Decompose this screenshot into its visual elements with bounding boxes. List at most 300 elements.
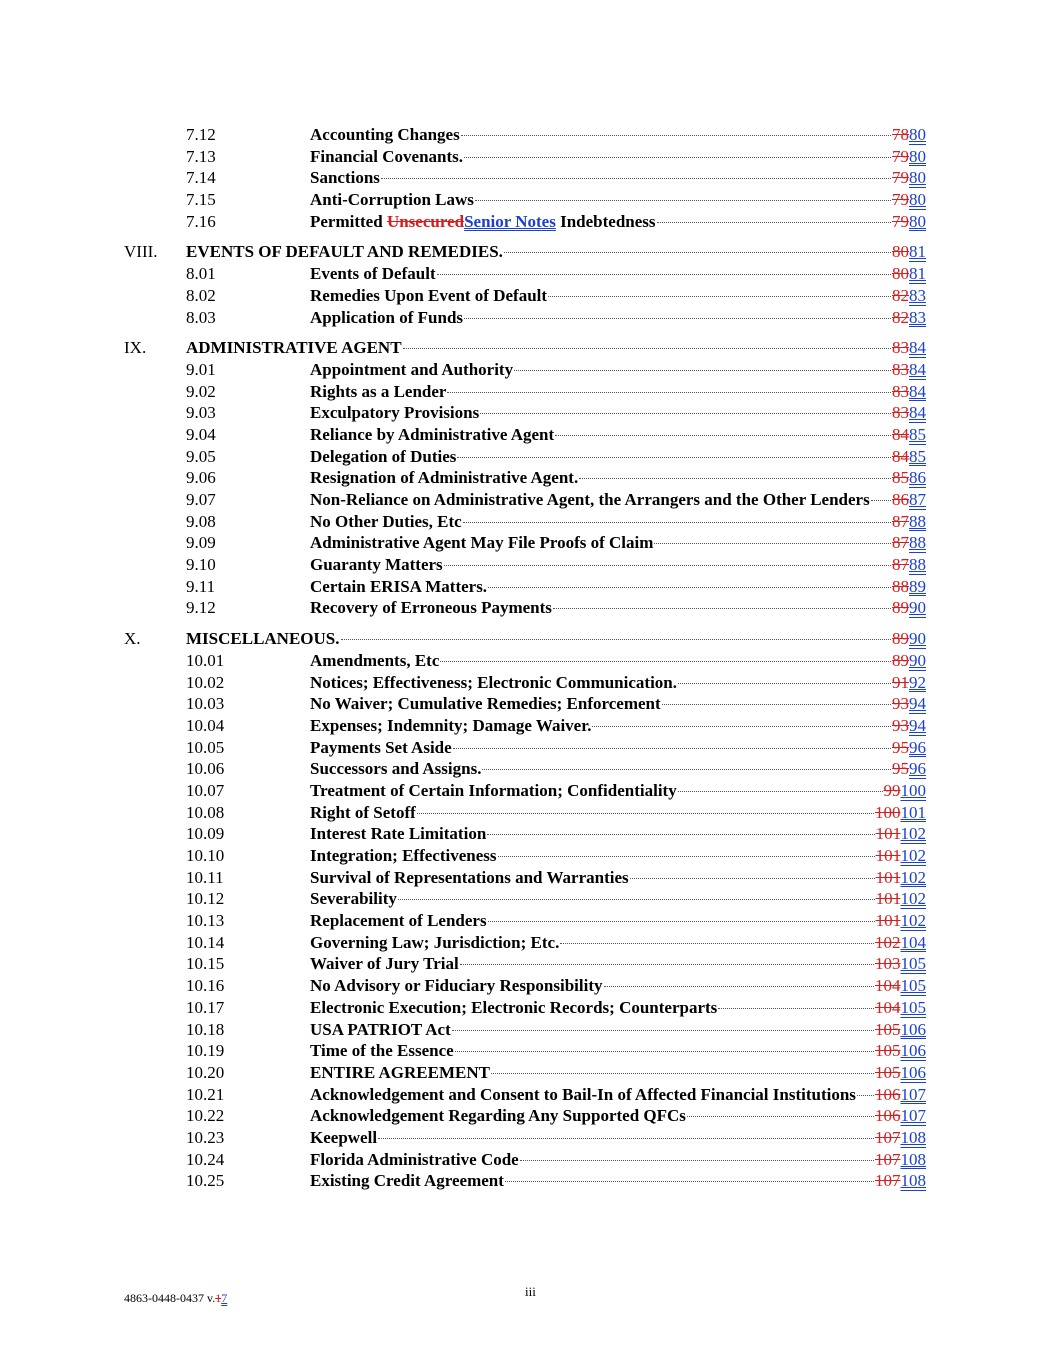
inserted-page-number[interactable]: 85	[909, 446, 926, 466]
toc-section-row[interactable]	[124, 146, 926, 168]
inserted-page-number[interactable]: 101	[900, 802, 926, 822]
toc-entry-number: 10.04	[186, 715, 225, 735]
inserted-page-number[interactable]: 106	[900, 1062, 926, 1082]
toc-section-row[interactable]	[124, 715, 926, 737]
toc-section-row[interactable]	[124, 576, 926, 598]
toc-page-reference[interactable]	[892, 672, 926, 694]
toc-page-reference[interactable]	[875, 1084, 926, 1106]
toc-entry-number: 9.11	[186, 576, 216, 596]
toc-entry-title: Anti-Corruption Laws	[310, 190, 474, 210]
toc-section-row[interactable]	[124, 1105, 926, 1127]
toc-entry-number: 10.06	[186, 759, 225, 779]
inserted-page-number[interactable]: 96	[909, 737, 926, 757]
deleted-page-number: 86	[892, 490, 909, 509]
deleted-page-number: 83	[892, 403, 909, 423]
toc-entry-number: 9.10	[186, 555, 216, 575]
toc-section-row[interactable]	[124, 597, 926, 619]
deleted-page-number: 85	[892, 468, 909, 488]
toc-article-row[interactable]	[124, 337, 926, 359]
deleted-text: Unsecured	[386, 211, 465, 231]
toc-page-reference[interactable]	[892, 758, 926, 780]
toc-entry-number: 10.14	[186, 932, 225, 952]
toc-entry-title: Severability	[310, 889, 397, 909]
toc-entry-title: Treatment of Certain Information; Confidentiality	[310, 780, 677, 800]
deleted-page-number: 89	[892, 629, 909, 649]
title-text: Permitted	[310, 211, 387, 231]
deleted-page-number: 101	[875, 867, 901, 887]
toc-page-reference[interactable]	[892, 241, 926, 263]
document-id-prefix: 4863-0448-0437 v.	[124, 1291, 216, 1305]
deleted-page-number: 93	[892, 715, 909, 735]
inserted-page-number[interactable]: 80	[909, 168, 926, 188]
toc-entry-number: 10.23	[186, 1127, 225, 1147]
inserted-page-number[interactable]: 94	[909, 694, 926, 714]
toc-page-reference[interactable]	[875, 953, 926, 975]
toc-page-reference[interactable]	[892, 146, 926, 168]
inserted-page-number[interactable]: 102	[900, 911, 926, 931]
toc-section-row[interactable]	[124, 211, 926, 233]
toc-page-reference[interactable]	[892, 307, 926, 329]
toc-entry-title: USA PATRIOT Act	[310, 1019, 451, 1039]
dot-leader	[488, 587, 891, 588]
dot-leader	[437, 274, 891, 275]
inserted-page-number[interactable]: 92	[909, 672, 926, 692]
dot-leader	[403, 348, 891, 349]
inserted-page-number[interactable]: 102	[900, 867, 926, 887]
dot-leader	[604, 986, 875, 987]
toc-section-row[interactable]	[124, 1084, 926, 1106]
inserted-page-number[interactable]: 85	[909, 424, 926, 444]
dot-leader	[461, 135, 891, 136]
inserted-page-number[interactable]: 80	[909, 190, 926, 210]
toc-section-row[interactable]	[124, 802, 926, 824]
deleted-page-number: 101	[875, 889, 901, 909]
toc-section-row[interactable]	[124, 845, 926, 867]
toc-section-row[interactable]	[124, 672, 926, 694]
toc-page-reference[interactable]	[892, 628, 926, 650]
toc-entry-number: 10.22	[186, 1106, 225, 1126]
toc-entry-number: 9.12	[186, 598, 216, 618]
toc-entry-number: 10.17	[186, 997, 225, 1017]
toc-section-row[interactable]	[124, 953, 926, 975]
toc-page-reference[interactable]	[892, 189, 926, 211]
dot-leader	[687, 1116, 874, 1117]
toc-entry-number: 10.16	[186, 976, 225, 996]
toc-entry-number: 10.20	[186, 1062, 225, 1082]
deleted-page-number: 99	[883, 780, 901, 800]
deleted-page-number: 87	[892, 533, 909, 553]
toc-page-reference[interactable]	[875, 1040, 926, 1062]
toc-section-row[interactable]	[124, 737, 926, 759]
toc-entry-number: 10.10	[186, 846, 225, 865]
toc-section-row[interactable]	[124, 867, 926, 889]
dot-leader	[488, 921, 875, 922]
toc-entry-number: 10.18	[186, 1019, 225, 1039]
dot-leader	[463, 522, 891, 523]
toc-entry-number: 10.12	[186, 889, 225, 909]
dot-leader	[487, 834, 874, 835]
inserted-page-number[interactable]: 108	[900, 1149, 926, 1169]
toc-section-row[interactable]	[124, 446, 926, 468]
deleted-page-number: 101	[875, 846, 901, 865]
inserted-page-number[interactable]: 88	[909, 511, 926, 531]
toc-section-row[interactable]	[124, 910, 926, 932]
dot-leader	[630, 878, 875, 879]
inserted-page-number[interactable]: 107	[900, 1084, 926, 1104]
toc-page-reference[interactable]	[876, 845, 926, 867]
toc-entry-number: 8.01	[186, 264, 216, 284]
deleted-page-number: 79	[892, 190, 909, 210]
inserted-page-number[interactable]: 105	[900, 997, 926, 1017]
dot-leader	[520, 1160, 874, 1161]
deleted-page-number: 107	[875, 1127, 901, 1147]
toc-entry-title: Replacement of Lenders	[310, 911, 487, 931]
toc-page-reference[interactable]	[892, 532, 926, 554]
toc-section-row[interactable]	[124, 650, 926, 672]
inserted-text: Senior Notes	[464, 211, 556, 231]
toc-page-reference[interactable]	[876, 867, 926, 889]
inserted-page-number[interactable]: 86	[909, 468, 926, 488]
toc-page-reference[interactable]	[876, 888, 926, 910]
inserted-page-number[interactable]: 106	[900, 1041, 926, 1061]
deleted-page-number: 83	[892, 381, 909, 401]
toc-section-row[interactable]	[124, 1019, 926, 1041]
toc-entry-title: Guaranty Matters	[310, 555, 443, 575]
toc-entry-title: Appointment and Authority	[310, 359, 514, 379]
toc-page-reference[interactable]	[892, 381, 926, 403]
inserted-page-number[interactable]: 107	[900, 1106, 926, 1126]
deleted-page-number: 91	[892, 672, 909, 692]
toc-entry-title: Exculpatory Provisions	[310, 403, 480, 423]
toc-entry-title: Waiver of Jury Trial	[310, 954, 459, 974]
toc-page-reference[interactable]	[875, 1062, 926, 1084]
toc-section-row[interactable]	[124, 823, 926, 845]
toc-page-reference[interactable]	[892, 511, 926, 533]
inserted-page-number[interactable]: 89	[909, 576, 926, 596]
deleted-page-number: 107	[875, 1171, 901, 1191]
toc-entry-title: No Other Duties, Etc	[310, 511, 462, 531]
deleted-page-number: 80	[892, 264, 909, 284]
toc-page-reference[interactable]	[876, 823, 926, 845]
toc-entry-number: 10.19	[186, 1041, 225, 1061]
inserted-page-number[interactable]: 105	[900, 976, 926, 996]
toc-entry-title: EVENTS OF DEFAULT AND REMEDIES.	[186, 242, 503, 262]
dot-leader	[560, 943, 874, 944]
toc-entry-number: 7.12	[186, 125, 216, 144]
toc-entry-number: 10.21	[186, 1084, 225, 1104]
toc-page-reference[interactable]	[875, 1127, 926, 1149]
inserted-page-number[interactable]: 102	[900, 846, 926, 865]
toc-page-reference[interactable]	[892, 424, 926, 446]
deleted-page-number: 89	[892, 650, 909, 670]
deleted-page-number: 106	[875, 1106, 901, 1126]
toc-section-row[interactable]	[124, 189, 926, 211]
toc-entry-number: 10.08	[186, 802, 225, 822]
toc-section-row[interactable]	[124, 997, 926, 1019]
toc-section-row[interactable]	[124, 511, 926, 533]
toc-entry-title	[310, 211, 656, 233]
inserted-page-number[interactable]: 104	[900, 932, 926, 952]
toc-entry-title: Non-Reliance on Administrative Agent, the Arrangers and the Other Lenders	[310, 490, 870, 509]
toc-entry-title: Florida Administrative Code	[310, 1149, 519, 1169]
dot-leader	[548, 296, 891, 297]
toc-entry-title: ENTIRE AGREEMENT	[310, 1062, 490, 1082]
dot-leader	[579, 478, 891, 479]
toc-entry-title: Acknowledgement and Consent to Bail-In of Affected Financial Institutions	[310, 1084, 856, 1104]
deleted-page-number: 84	[892, 424, 909, 444]
deleted-page-number: 79	[892, 146, 909, 166]
toc-entry-number: 7.16	[186, 211, 216, 231]
toc-section-row[interactable]	[124, 975, 926, 997]
toc-section-row[interactable]	[124, 1040, 926, 1062]
toc-section-row[interactable]	[124, 307, 926, 329]
deleted-page-number: 79	[892, 211, 909, 231]
toc-page-reference[interactable]	[876, 910, 926, 932]
toc-section-row[interactable]	[124, 1062, 926, 1084]
deleted-page-number: 106	[875, 1084, 901, 1104]
toc-page-reference[interactable]	[892, 263, 926, 285]
toc-entry-title: Events of Default	[310, 264, 436, 284]
toc-entry-number: 10.09	[186, 824, 225, 844]
toc-page-reference[interactable]	[892, 337, 926, 359]
toc-entry-title: ADMINISTRATIVE AGENT	[186, 338, 402, 358]
toc-section-row[interactable]	[124, 467, 926, 489]
toc-section-row[interactable]	[124, 359, 926, 381]
deleted-page-number: 95	[892, 737, 909, 757]
toc-page-reference[interactable]	[892, 285, 926, 307]
toc-entry-title: Acknowledgement Regarding Any Supported QFCs	[310, 1106, 686, 1126]
inserted-page-number[interactable]: 90	[909, 598, 926, 618]
inserted-page-number[interactable]: 84	[909, 403, 926, 423]
inserted-page-number[interactable]: 106	[900, 1019, 926, 1039]
toc-page-reference[interactable]	[875, 1149, 926, 1171]
toc-entry-number: 10.05	[186, 737, 225, 757]
document-version-deleted: 1	[215, 1291, 222, 1305]
toc-entry-title: Successors and Assigns.	[310, 759, 482, 779]
toc-entry-number: 10.01	[186, 650, 225, 670]
toc-article-row[interactable]	[124, 628, 926, 650]
inserted-page-number[interactable]: 80	[909, 211, 926, 231]
dot-leader	[678, 683, 891, 684]
deleted-page-number: 78	[892, 125, 909, 144]
toc-section-row[interactable]	[124, 532, 926, 554]
toc-entry-title: Rights as a Lender	[310, 381, 447, 401]
inserted-page-number[interactable]: 87	[909, 490, 926, 509]
toc-entry-title: Reliance by Administrative Agent	[310, 424, 555, 444]
dot-leader	[482, 769, 891, 770]
deleted-page-number: 101	[875, 911, 901, 931]
dot-leader	[491, 1073, 874, 1074]
toc-section-row[interactable]	[124, 1127, 926, 1149]
dot-leader	[592, 726, 891, 727]
dot-leader	[555, 435, 891, 436]
toc-entry-title: Accounting Changes	[310, 125, 460, 144]
toc-page-reference[interactable]	[892, 693, 926, 715]
toc-entry-number: 10.13	[186, 911, 225, 931]
inserted-page-number[interactable]: 90	[909, 629, 926, 649]
inserted-page-number[interactable]: 96	[909, 759, 926, 779]
dot-leader	[475, 200, 891, 201]
inserted-page-number[interactable]: 84	[909, 381, 926, 401]
toc-page-reference[interactable]	[875, 1170, 926, 1192]
toc-entry-title: Expenses; Indemnity; Damage Waiver.	[310, 715, 592, 735]
toc-section-row[interactable]	[124, 263, 926, 285]
toc-entry-title: Administrative Agent May File Proofs of Claim	[310, 533, 654, 553]
inserted-page-number[interactable]: 83	[909, 285, 926, 305]
deleted-page-number: 79	[892, 168, 909, 188]
toc-page-reference[interactable]	[892, 597, 926, 619]
toc-page-reference[interactable]	[892, 124, 926, 146]
inserted-page-number[interactable]: 80	[909, 146, 926, 166]
toc-entry-number: 10.15	[186, 954, 225, 974]
dot-leader	[440, 661, 891, 662]
toc-section-row[interactable]	[124, 693, 926, 715]
toc-entry-number: 9.03	[186, 403, 216, 423]
toc-section-row[interactable]	[124, 381, 926, 403]
document-version-inserted: 7	[221, 1291, 228, 1305]
toc-entry-title: Existing Credit Agreement	[310, 1171, 504, 1191]
deleted-page-number: 82	[892, 307, 909, 327]
inserted-page-number[interactable]: 90	[909, 650, 926, 670]
toc-entry-title: Right of Setoff	[310, 802, 416, 822]
inserted-page-number[interactable]: 105	[900, 954, 926, 974]
toc-entry-number: 9.04	[186, 424, 216, 444]
inserted-page-number[interactable]: 84	[909, 359, 926, 379]
toc-section-row[interactable]	[124, 124, 926, 146]
deleted-page-number: 87	[892, 511, 909, 531]
toc-entry-number: X.	[124, 629, 141, 649]
dot-leader	[480, 413, 891, 414]
dot-leader	[398, 899, 875, 900]
dot-leader	[514, 370, 891, 371]
toc-section-row[interactable]	[124, 554, 926, 576]
toc-entry-number: 10.25	[186, 1171, 225, 1191]
toc-entry-title: Payments Set Aside	[310, 737, 452, 757]
toc-entry-title: No Waiver; Cumulative Remedies; Enforcement	[310, 694, 661, 714]
inserted-page-number[interactable]: 81	[909, 242, 926, 262]
inserted-page-number[interactable]: 80	[909, 125, 926, 144]
toc-page-reference[interactable]	[892, 167, 926, 189]
toc-entry-title: Electronic Execution; Electronic Records; Counterparts	[310, 997, 718, 1017]
toc-section-row[interactable]	[124, 402, 926, 424]
toc-entry-title: Recovery of Erroneous Payments	[310, 598, 552, 618]
toc-page-reference[interactable]	[875, 1019, 926, 1041]
toc-page-reference[interactable]	[884, 780, 927, 802]
inserted-page-number[interactable]: 84	[909, 338, 926, 358]
deleted-page-number: 104	[875, 997, 901, 1017]
toc-entry-number: 10.24	[186, 1149, 225, 1169]
toc-page-reference[interactable]	[892, 715, 926, 737]
toc-section-row[interactable]	[124, 489, 926, 511]
toc-entry-title: Keepwell	[310, 1127, 378, 1147]
inserted-page-number[interactable]: 108	[900, 1171, 926, 1191]
toc-entry-title: Certain ERISA Matters.	[310, 576, 488, 596]
inserted-page-number[interactable]: 83	[909, 307, 926, 327]
title-text: Indebtedness	[555, 211, 656, 231]
toc-section-row[interactable]	[124, 167, 926, 189]
deleted-page-number: 105	[875, 1062, 901, 1082]
toc-section-row[interactable]	[124, 758, 926, 780]
toc-page-reference[interactable]	[892, 402, 926, 424]
table-of-contents	[124, 124, 926, 1192]
deleted-page-number: 101	[875, 824, 901, 844]
toc-page-reference[interactable]	[892, 467, 926, 489]
inserted-page-number[interactable]: 102	[900, 824, 926, 844]
toc-entry-number: 7.15	[186, 190, 216, 210]
inserted-page-number[interactable]: 102	[900, 889, 926, 909]
toc-page-reference[interactable]	[875, 997, 926, 1019]
toc-section-row[interactable]	[124, 932, 926, 954]
dot-leader	[464, 318, 891, 319]
deleted-page-number: 93	[892, 694, 909, 714]
toc-page-reference[interactable]	[892, 211, 926, 233]
inserted-page-number[interactable]: 100	[900, 780, 926, 800]
toc-entry-title: Amendments, Etc	[310, 650, 440, 670]
toc-entry-title: Integration; Effectiveness	[310, 846, 497, 865]
document-id	[124, 1291, 227, 1306]
toc-page-reference[interactable]	[875, 802, 926, 824]
inserted-page-number[interactable]: 94	[909, 715, 926, 735]
dot-leader	[417, 813, 874, 814]
inserted-page-number[interactable]: 81	[909, 264, 926, 284]
toc-entry-title: Delegation of Duties	[310, 446, 457, 466]
dot-leader	[453, 748, 891, 749]
toc-entry-title: No Advisory or Fiduciary Responsibility	[310, 976, 603, 996]
toc-entry-number: 7.13	[186, 146, 216, 166]
toc-page-reference[interactable]	[892, 554, 926, 576]
toc-entry-title: Governing Law; Jurisdiction; Etc.	[310, 932, 560, 952]
toc-section-row[interactable]	[124, 888, 926, 910]
toc-section-row[interactable]	[124, 1170, 926, 1192]
toc-section-row[interactable]	[124, 285, 926, 307]
dot-leader	[553, 608, 891, 609]
dot-leader	[654, 543, 891, 544]
toc-entry-title: MISCELLANEOUS.	[186, 629, 340, 649]
toc-page-reference[interactable]	[875, 1105, 926, 1127]
toc-section-row[interactable]	[124, 780, 926, 802]
toc-article-row[interactable]	[124, 241, 926, 263]
toc-page-reference[interactable]	[875, 975, 926, 997]
dot-leader	[460, 964, 874, 965]
toc-page-reference[interactable]	[892, 576, 926, 598]
toc-page-reference[interactable]	[892, 737, 926, 759]
toc-entry-title: Remedies Upon Event of Default	[310, 285, 548, 305]
toc-page-reference[interactable]	[892, 446, 926, 468]
toc-page-reference[interactable]	[892, 489, 926, 511]
dot-leader	[447, 392, 891, 393]
deleted-page-number: 102	[875, 932, 901, 952]
inserted-page-number[interactable]: 108	[900, 1127, 926, 1147]
deleted-page-number: 100	[875, 802, 901, 822]
toc-entry-title: Notices; Effectiveness; Electronic Communication.	[310, 672, 677, 692]
toc-page-reference[interactable]	[892, 650, 926, 672]
toc-entry-number: 9.08	[186, 511, 216, 531]
toc-entry-number: 10.07	[186, 780, 225, 800]
dot-leader	[341, 639, 891, 640]
deleted-page-number: 89	[892, 598, 909, 618]
toc-page-reference[interactable]	[875, 932, 926, 954]
toc-page-reference[interactable]	[892, 359, 926, 381]
toc-entry-number: 8.03	[186, 307, 216, 327]
deleted-page-number: 83	[892, 359, 909, 379]
inserted-page-number[interactable]: 88	[909, 533, 926, 553]
toc-entry-number: 9.06	[186, 468, 216, 488]
deleted-page-number: 105	[875, 1041, 901, 1061]
toc-section-row[interactable]	[124, 424, 926, 446]
toc-section-row[interactable]	[124, 1149, 926, 1171]
deleted-page-number: 95	[892, 759, 909, 779]
inserted-page-number[interactable]: 88	[909, 555, 926, 575]
